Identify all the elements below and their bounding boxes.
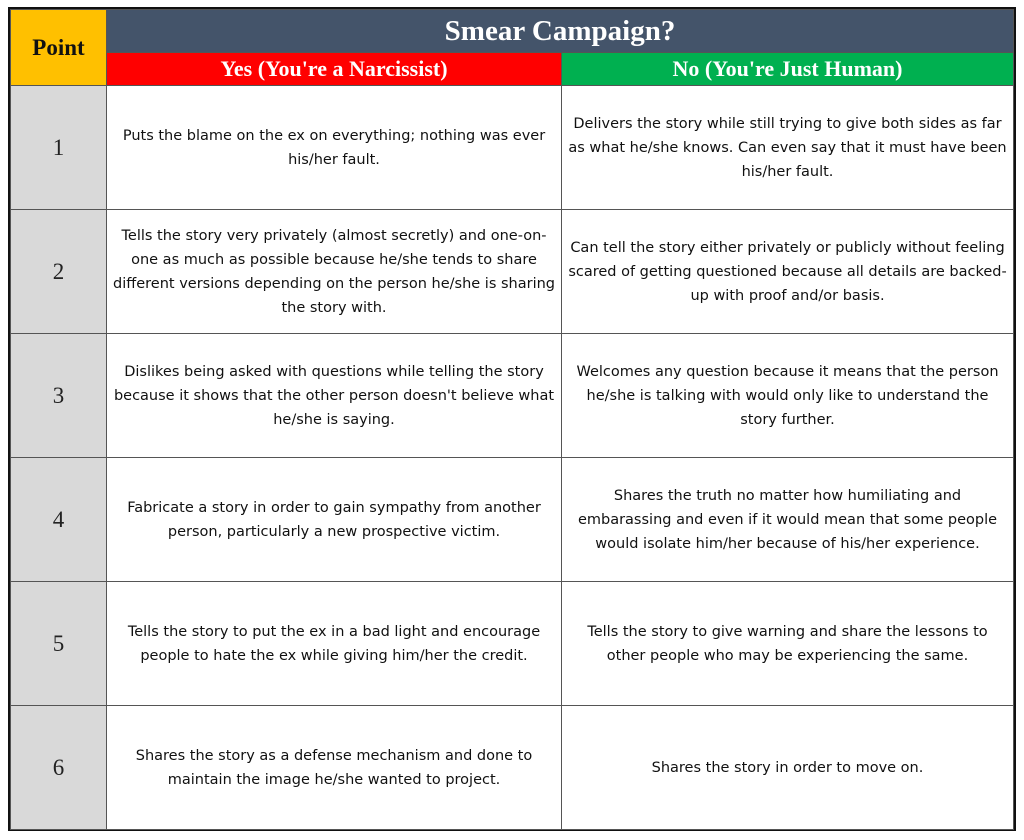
point-number: 3	[11, 334, 107, 458]
point-number: 5	[11, 582, 107, 706]
column-header-row	[11, 53, 1014, 86]
point-column-header: Point	[11, 10, 107, 86]
comparison-table	[10, 9, 1014, 830]
point-number: 2	[11, 210, 107, 334]
yes-cell: Tells the story to put the ex in a bad light and encourage people to hate the ex while giving him/her the credit.	[107, 582, 562, 706]
comparison-table-frame	[8, 7, 1016, 831]
yes-cell: Dislikes being asked with questions while telling the story because it shows that the other person doesn't believe what he/she is saying.	[107, 334, 562, 458]
point-number: 6	[11, 706, 107, 830]
no-cell: Shares the truth no matter how humiliating and embarassing and even if it would mean that some people would isolate him/her because of his/her experience.	[562, 458, 1014, 582]
point-number: 1	[11, 86, 107, 210]
no-cell: Shares the story in order to move on.	[562, 706, 1014, 830]
table-row	[11, 582, 1014, 706]
yes-cell: Tells the story very privately (almost secretly) and one-on-one as much as possible because he/she tends to share different versions depending on the person he/she is sharing the story with.	[107, 210, 562, 334]
yes-cell: Shares the story as a defense mechanism and done to maintain the image he/she wanted to project.	[107, 706, 562, 830]
table-row	[11, 706, 1014, 830]
no-cell: Welcomes any question because it means that the person he/she is talking with would only like to understand the story further.	[562, 334, 1014, 458]
yes-column-header: Yes (You're a Narcissist)	[107, 53, 562, 86]
table-title: Smear Campaign?	[107, 10, 1014, 53]
table-row	[11, 210, 1014, 334]
table-row	[11, 334, 1014, 458]
table-row	[11, 86, 1014, 210]
table-row	[11, 458, 1014, 582]
no-column-header: No (You're Just Human)	[562, 53, 1014, 86]
point-number: 4	[11, 458, 107, 582]
no-cell: Can tell the story either privately or publicly without feeling scared of getting questioned because all details are backed-up with proof and/or basis.	[562, 210, 1014, 334]
no-cell: Delivers the story while still trying to give both sides as far as what he/she knows. Can even say that it must have been his/her fault.	[562, 86, 1014, 210]
yes-cell: Fabricate a story in order to gain sympathy from another person, particularly a new prospective victim.	[107, 458, 562, 582]
yes-cell: Puts the blame on the ex on everything; nothing was ever his/her fault.	[107, 86, 562, 210]
no-cell: Tells the story to give warning and share the lessons to other people who may be experiencing the same.	[562, 582, 1014, 706]
title-row	[11, 10, 1014, 53]
